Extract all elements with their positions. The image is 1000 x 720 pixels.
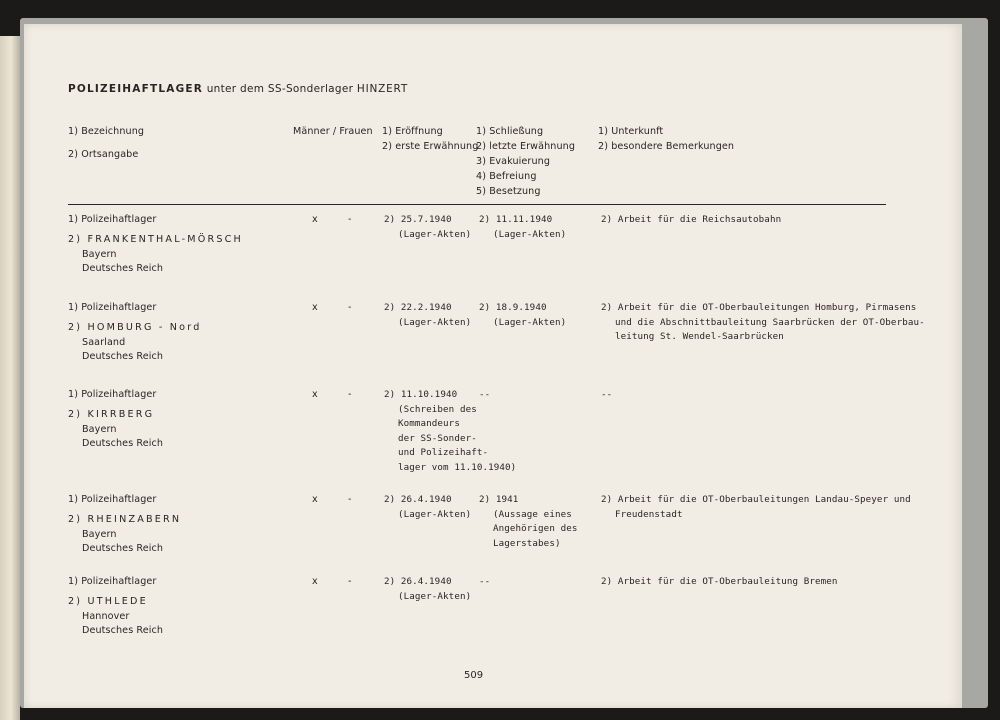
row-type: 1) Polizeihaftlager bbox=[68, 494, 157, 505]
row-region: Bayern bbox=[82, 423, 117, 435]
row-closing-line: (Aussage eines bbox=[493, 508, 572, 520]
row-women-mark: - bbox=[348, 494, 352, 505]
row-remarks-line: -- bbox=[601, 389, 613, 400]
header-unterkunft: 1) Unterkunft bbox=[598, 126, 664, 137]
row-opening-line: 2) 22.2.1940 bbox=[384, 302, 452, 313]
header-bezeichnung: 1) Bezeichnung bbox=[68, 126, 145, 137]
row-opening-line: 2) 26.4.1940 bbox=[384, 576, 452, 587]
row-place: 2) RHEINZABERN bbox=[68, 514, 182, 525]
header-evakuierung: 3) Evakuierung bbox=[476, 156, 551, 167]
row-remarks-line: 2) Arbeit für die OT-Oberbauleitung Bremen bbox=[601, 576, 838, 587]
header-ortsangabe: 2) Ortsangabe bbox=[68, 149, 139, 160]
row-women-mark: - bbox=[348, 389, 352, 400]
row-region: Saarland bbox=[82, 336, 126, 348]
row-women-mark: - bbox=[348, 302, 352, 313]
row-country: Deutsches Reich bbox=[82, 263, 164, 274]
page-title bbox=[68, 83, 408, 95]
book-page bbox=[24, 24, 962, 708]
header-bemerkungen: 2) besondere Bemerkungen bbox=[598, 141, 735, 152]
header-besetzung: 5) Besetzung bbox=[476, 186, 541, 197]
row-region: Bayern bbox=[82, 248, 117, 260]
row-opening-line: der SS-Sonder- bbox=[398, 432, 477, 444]
row-men-mark: x bbox=[312, 389, 318, 400]
row-region: Bayern bbox=[82, 528, 117, 540]
row-opening-line: (Lager-Akten) bbox=[398, 590, 472, 602]
header-letzte-erwaehnung: 2) letzte Erwähnung bbox=[476, 141, 576, 152]
header-rule bbox=[68, 204, 886, 205]
row-opening-line: (Lager-Akten) bbox=[398, 508, 472, 520]
row-closing-line: 2) 18.9.1940 bbox=[479, 302, 547, 313]
row-opening-line: 2) 11.10.1940 bbox=[384, 389, 458, 400]
row-women-mark: - bbox=[348, 576, 352, 587]
row-country: Deutsches Reich bbox=[82, 543, 164, 554]
row-closing-line: (Lager-Akten) bbox=[493, 228, 567, 240]
row-closing-line: -- bbox=[479, 389, 491, 400]
row-closing-line: (Lager-Akten) bbox=[493, 316, 567, 328]
header-maenner-frauen: Männer / Frauen bbox=[293, 126, 373, 137]
row-opening-line: (Lager-Akten) bbox=[398, 316, 472, 328]
row-remarks-line: 2) Arbeit für die Reichsautobahn bbox=[601, 214, 782, 225]
row-place: 2) KIRRBERG bbox=[68, 409, 155, 420]
row-place: 2) HOMBURG - Nord bbox=[68, 322, 202, 333]
row-country: Deutsches Reich bbox=[82, 438, 164, 449]
header-schliessung: 1) Schließung bbox=[476, 126, 544, 137]
row-opening-line: 2) 25.7.1940 bbox=[384, 214, 452, 225]
title-main: POLIZEIHAFTLAGER bbox=[68, 83, 204, 95]
row-place: 2) UTHLEDE bbox=[68, 596, 148, 607]
row-closing-line: Angehörigen des bbox=[493, 523, 578, 534]
row-men-mark: x bbox=[312, 494, 318, 505]
row-opening-line: und Polizeihaft- bbox=[398, 447, 489, 458]
row-country: Deutsches Reich bbox=[82, 351, 164, 362]
row-men-mark: x bbox=[312, 302, 318, 313]
title-rest: unter dem SS-Sonderlager bbox=[206, 83, 354, 95]
header-eroeffnung: 1) Eröffnung bbox=[382, 126, 443, 137]
row-remarks-line: leitung St. Wendel-Saarbrücken bbox=[615, 331, 784, 342]
page-number: 509 bbox=[464, 670, 484, 681]
row-opening-line: 2) 26.4.1940 bbox=[384, 494, 452, 505]
row-type: 1) Polizeihaftlager bbox=[68, 214, 157, 225]
row-opening-line: Kommandeurs bbox=[398, 418, 460, 429]
header-erste-erwaehnung: 2) erste Erwähnung bbox=[382, 141, 479, 152]
row-opening-line: lager vom 11.10.1940) bbox=[398, 461, 517, 473]
title-place: HINZERT bbox=[356, 83, 409, 95]
row-remarks-line: 2) Arbeit für die OT-Oberbauleitungen Homburg, Pirmasens bbox=[601, 302, 917, 313]
row-closing-line: -- bbox=[479, 576, 491, 587]
row-remarks-line: Freudenstadt bbox=[615, 508, 683, 520]
row-remarks-line: und die Abschnittbauleitung Saarbrücken der OT-Oberbau- bbox=[615, 316, 925, 328]
row-type: 1) Polizeihaftlager bbox=[68, 302, 157, 313]
row-place: 2) FRANKENTHAL-MÖRSCH bbox=[68, 234, 243, 245]
row-type: 1) Polizeihaftlager bbox=[68, 389, 157, 400]
row-region: Hannover bbox=[82, 610, 130, 622]
row-country: Deutsches Reich bbox=[82, 625, 164, 636]
row-type: 1) Polizeihaftlager bbox=[68, 576, 157, 587]
row-closing-line: 2) 11.11.1940 bbox=[479, 214, 553, 225]
row-opening-line: (Lager-Akten) bbox=[398, 228, 472, 240]
row-women-mark: - bbox=[348, 214, 352, 225]
row-remarks-line: 2) Arbeit für die OT-Oberbauleitungen Landau-Speyer und bbox=[601, 494, 911, 505]
row-men-mark: x bbox=[312, 576, 318, 587]
row-closing-line: 2) 1941 bbox=[479, 494, 519, 505]
row-closing-line: Lagerstabes) bbox=[493, 537, 561, 549]
row-men-mark: x bbox=[312, 214, 318, 225]
header-befreiung: 4) Befreiung bbox=[476, 171, 537, 182]
previous-page-edge bbox=[0, 36, 20, 720]
row-opening-line: (Schreiben des bbox=[398, 403, 477, 415]
